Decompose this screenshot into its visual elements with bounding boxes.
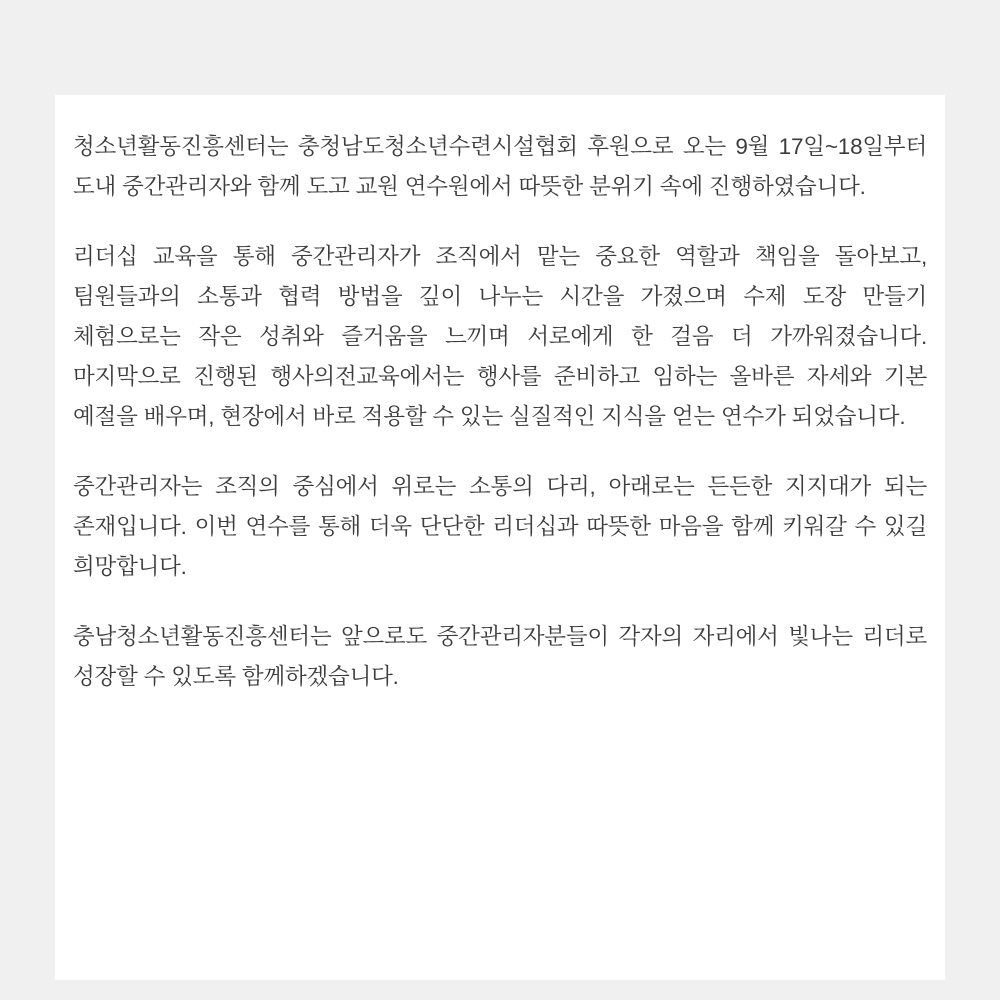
document-text-body — [55, 95, 945, 697]
paragraph-3: 중간관리자는 조직의 중심에서 위로는 소통의 다리, 아래로는 든든한 지지대가 되는 존재입니다. 이번 연수를 통해 더욱 단단한 리더십과 따뜻한 마음을 함께 키워갈 수 있길 희망합니다. — [73, 474, 927, 579]
paragraph-2: 리더십 교육을 통해 중간관리자가 조직에서 맡는 중요한 역할과 책임을 돌아보고, 팀원들과의 소통과 협력 방법을 깊이 나누는 시간을 가졌으며 수제 도장 만들기 체험으로는 작은 성취와 즐거움을 느끼며 서로에게 한 걸음 더 가까워졌습니다. 마지막으로 진행된 행사의전교육에서는 행사를 준비하고 임하는 올바른 자세와 기본 예절을 배우며, 현장에서 바로 적용할 수 있는 실질적인 지식을 얻는 연수가 되었습니다. — [73, 244, 927, 429]
paragraph-1: 청소년활동진흥센터는 충청남도청소년수련시설협회 후원으로 오는 9월 17일~18일부터 도내 중간관리자와 함께 도고 교원 연수원에서 따뜻한 분위기 속에 진행하였습니다. — [73, 134, 927, 199]
document-page — [55, 95, 945, 980]
paragraph-4: 충남청소년활동진흥센터는 앞으로도 중간관리자분들이 각자의 자리에서 빛나는 리더로 성장할 수 있도록 함께하겠습니다. — [73, 624, 927, 689]
